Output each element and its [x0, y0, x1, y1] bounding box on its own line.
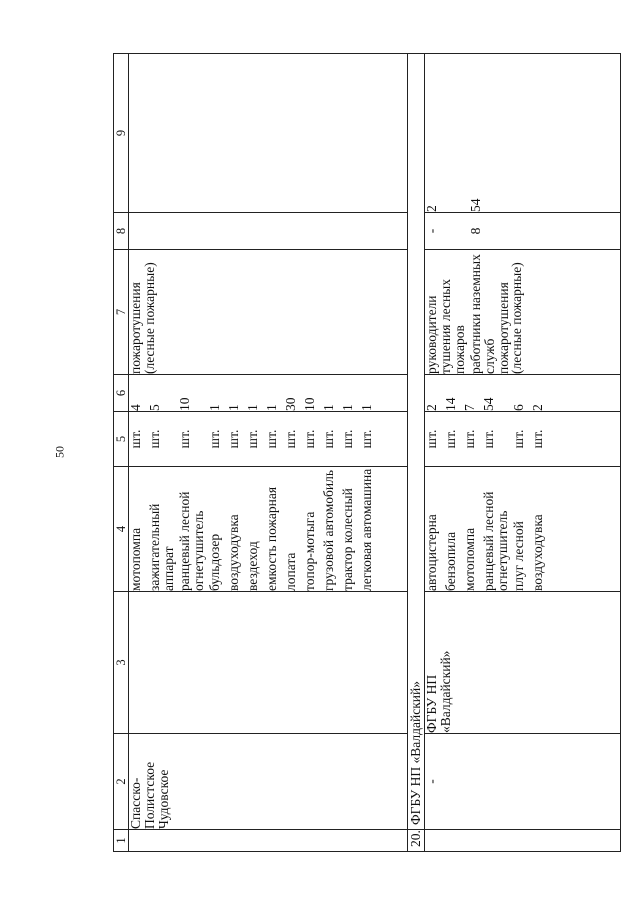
equipment-unit: шт. [147, 429, 163, 449]
equipment-unit: шт. [226, 429, 242, 449]
equipment-name: зажигательный аппарат [147, 503, 177, 591]
col-number: 4 [114, 467, 129, 592]
section-title: ФГБУ НП «Валдайский» [407, 54, 425, 830]
equipment-unit: шт. [264, 429, 280, 449]
equipment-unit: шт. [359, 429, 375, 449]
equipment-name: емкость пожарная [264, 486, 280, 591]
equipment-qty: 10 [302, 397, 318, 411]
equipment-qty: 1 [207, 404, 223, 411]
block1-row [129, 54, 407, 852]
equipment-qty: 1 [359, 404, 375, 411]
equipment-unit: шт. [177, 429, 193, 449]
equipment-unit: шт. [340, 429, 356, 449]
block1-col8 [129, 213, 407, 250]
equipment-unit: шт. [511, 429, 527, 449]
block2-organization: ФГБУ НП «Валдайский» [425, 592, 621, 734]
equipment-name: плуг лесной [511, 521, 527, 591]
col-number: 8 [114, 213, 129, 250]
col-number: 3 [114, 592, 129, 734]
equipment-name: бензопила [443, 531, 459, 591]
equipment-unit: шт. [462, 429, 478, 449]
personnel-role: работники наземных служб пожаротушения (лесные пожарные) [468, 254, 525, 374]
page-number: 50 [52, 446, 67, 458]
equipment-unit: шт. [530, 429, 546, 449]
equipment-name: мотопомпа [462, 527, 478, 591]
equipment-qty: 10 [177, 397, 193, 411]
equipment-unit: шт. [302, 429, 318, 449]
equipment-name: вездеход [245, 541, 261, 591]
equipment-qty: 1 [321, 404, 337, 411]
equipment-qty: 2 [424, 404, 440, 411]
block2-row [425, 54, 621, 852]
equipment-name: грузовой автомобиль [321, 469, 337, 591]
column-numbers-row [114, 54, 129, 852]
rotated-table-container [113, 54, 621, 852]
personnel-col8: 8 [468, 227, 484, 235]
equipment-table [113, 53, 621, 852]
col-number: 6 [114, 375, 129, 412]
equipment-qty: 54 [481, 397, 497, 411]
col-number: 5 [114, 412, 129, 467]
col-number: 2 [114, 734, 129, 830]
equipment-name: ранцевый лесной огнетушитель [177, 491, 207, 591]
equipment-qty: 4 [128, 404, 144, 411]
equipment-qty: 7 [462, 404, 478, 411]
equipment-qty: 1 [226, 404, 242, 411]
col-number: 7 [114, 250, 129, 375]
equipment-name: воздуходувка [530, 514, 546, 591]
equipment-unit: шт. [424, 429, 440, 449]
block1-districts: Спасско- Полистское Чудовское [129, 734, 407, 830]
personnel-col8: - [424, 228, 440, 234]
equipment-name: легковая автомашина [359, 468, 375, 591]
equipment-name: мотопомпа [128, 527, 144, 591]
equipment-unit: шт. [283, 429, 299, 449]
section-number: 20. [407, 830, 425, 852]
col-number: 1 [114, 830, 129, 852]
equipment-qty: 1 [264, 404, 280, 411]
col-number: 9 [114, 54, 129, 213]
equipment-name: лопата [283, 552, 299, 591]
equipment-qty: 2 [530, 404, 546, 411]
equipment-qty: 6 [511, 404, 527, 411]
personnel-col9: 2 [424, 205, 440, 212]
block2-col1 [425, 830, 621, 852]
personnel-role: руководители тушения лесных пожаров [424, 279, 467, 374]
block1-col1 [129, 830, 407, 852]
equipment-unit: шт. [321, 429, 337, 449]
equipment-name: ранцевый лесной огнетушитель [481, 491, 510, 591]
equipment-qty: 5 [147, 404, 163, 411]
equipment-name: воздуходувка [226, 514, 242, 591]
equipment-name: автоцистерна [424, 514, 440, 591]
equipment-name: бульдозер [207, 533, 223, 591]
block1-col3 [129, 592, 407, 734]
personnel-col9: 54 [468, 198, 484, 212]
block1-col9 [129, 54, 407, 213]
equipment-name: трактор колесный [340, 488, 356, 591]
equipment-qty: 30 [283, 397, 299, 411]
block2-district: - [425, 734, 621, 830]
equipment-name: топор-мотыга [302, 511, 318, 591]
equipment-unit: шт. [207, 429, 223, 449]
equipment-qty: 1 [340, 404, 356, 411]
section-20-row [407, 54, 425, 852]
equipment-qty: 14 [443, 397, 459, 411]
equipment-qty: 1 [245, 404, 261, 411]
equipment-unit: шт. [481, 429, 497, 449]
block1-personnel: пожаротушения (лесные пожарные) [129, 250, 407, 375]
equipment-unit: шт. [128, 429, 144, 449]
equipment-unit: шт. [443, 429, 459, 449]
equipment-unit: шт. [245, 429, 261, 449]
